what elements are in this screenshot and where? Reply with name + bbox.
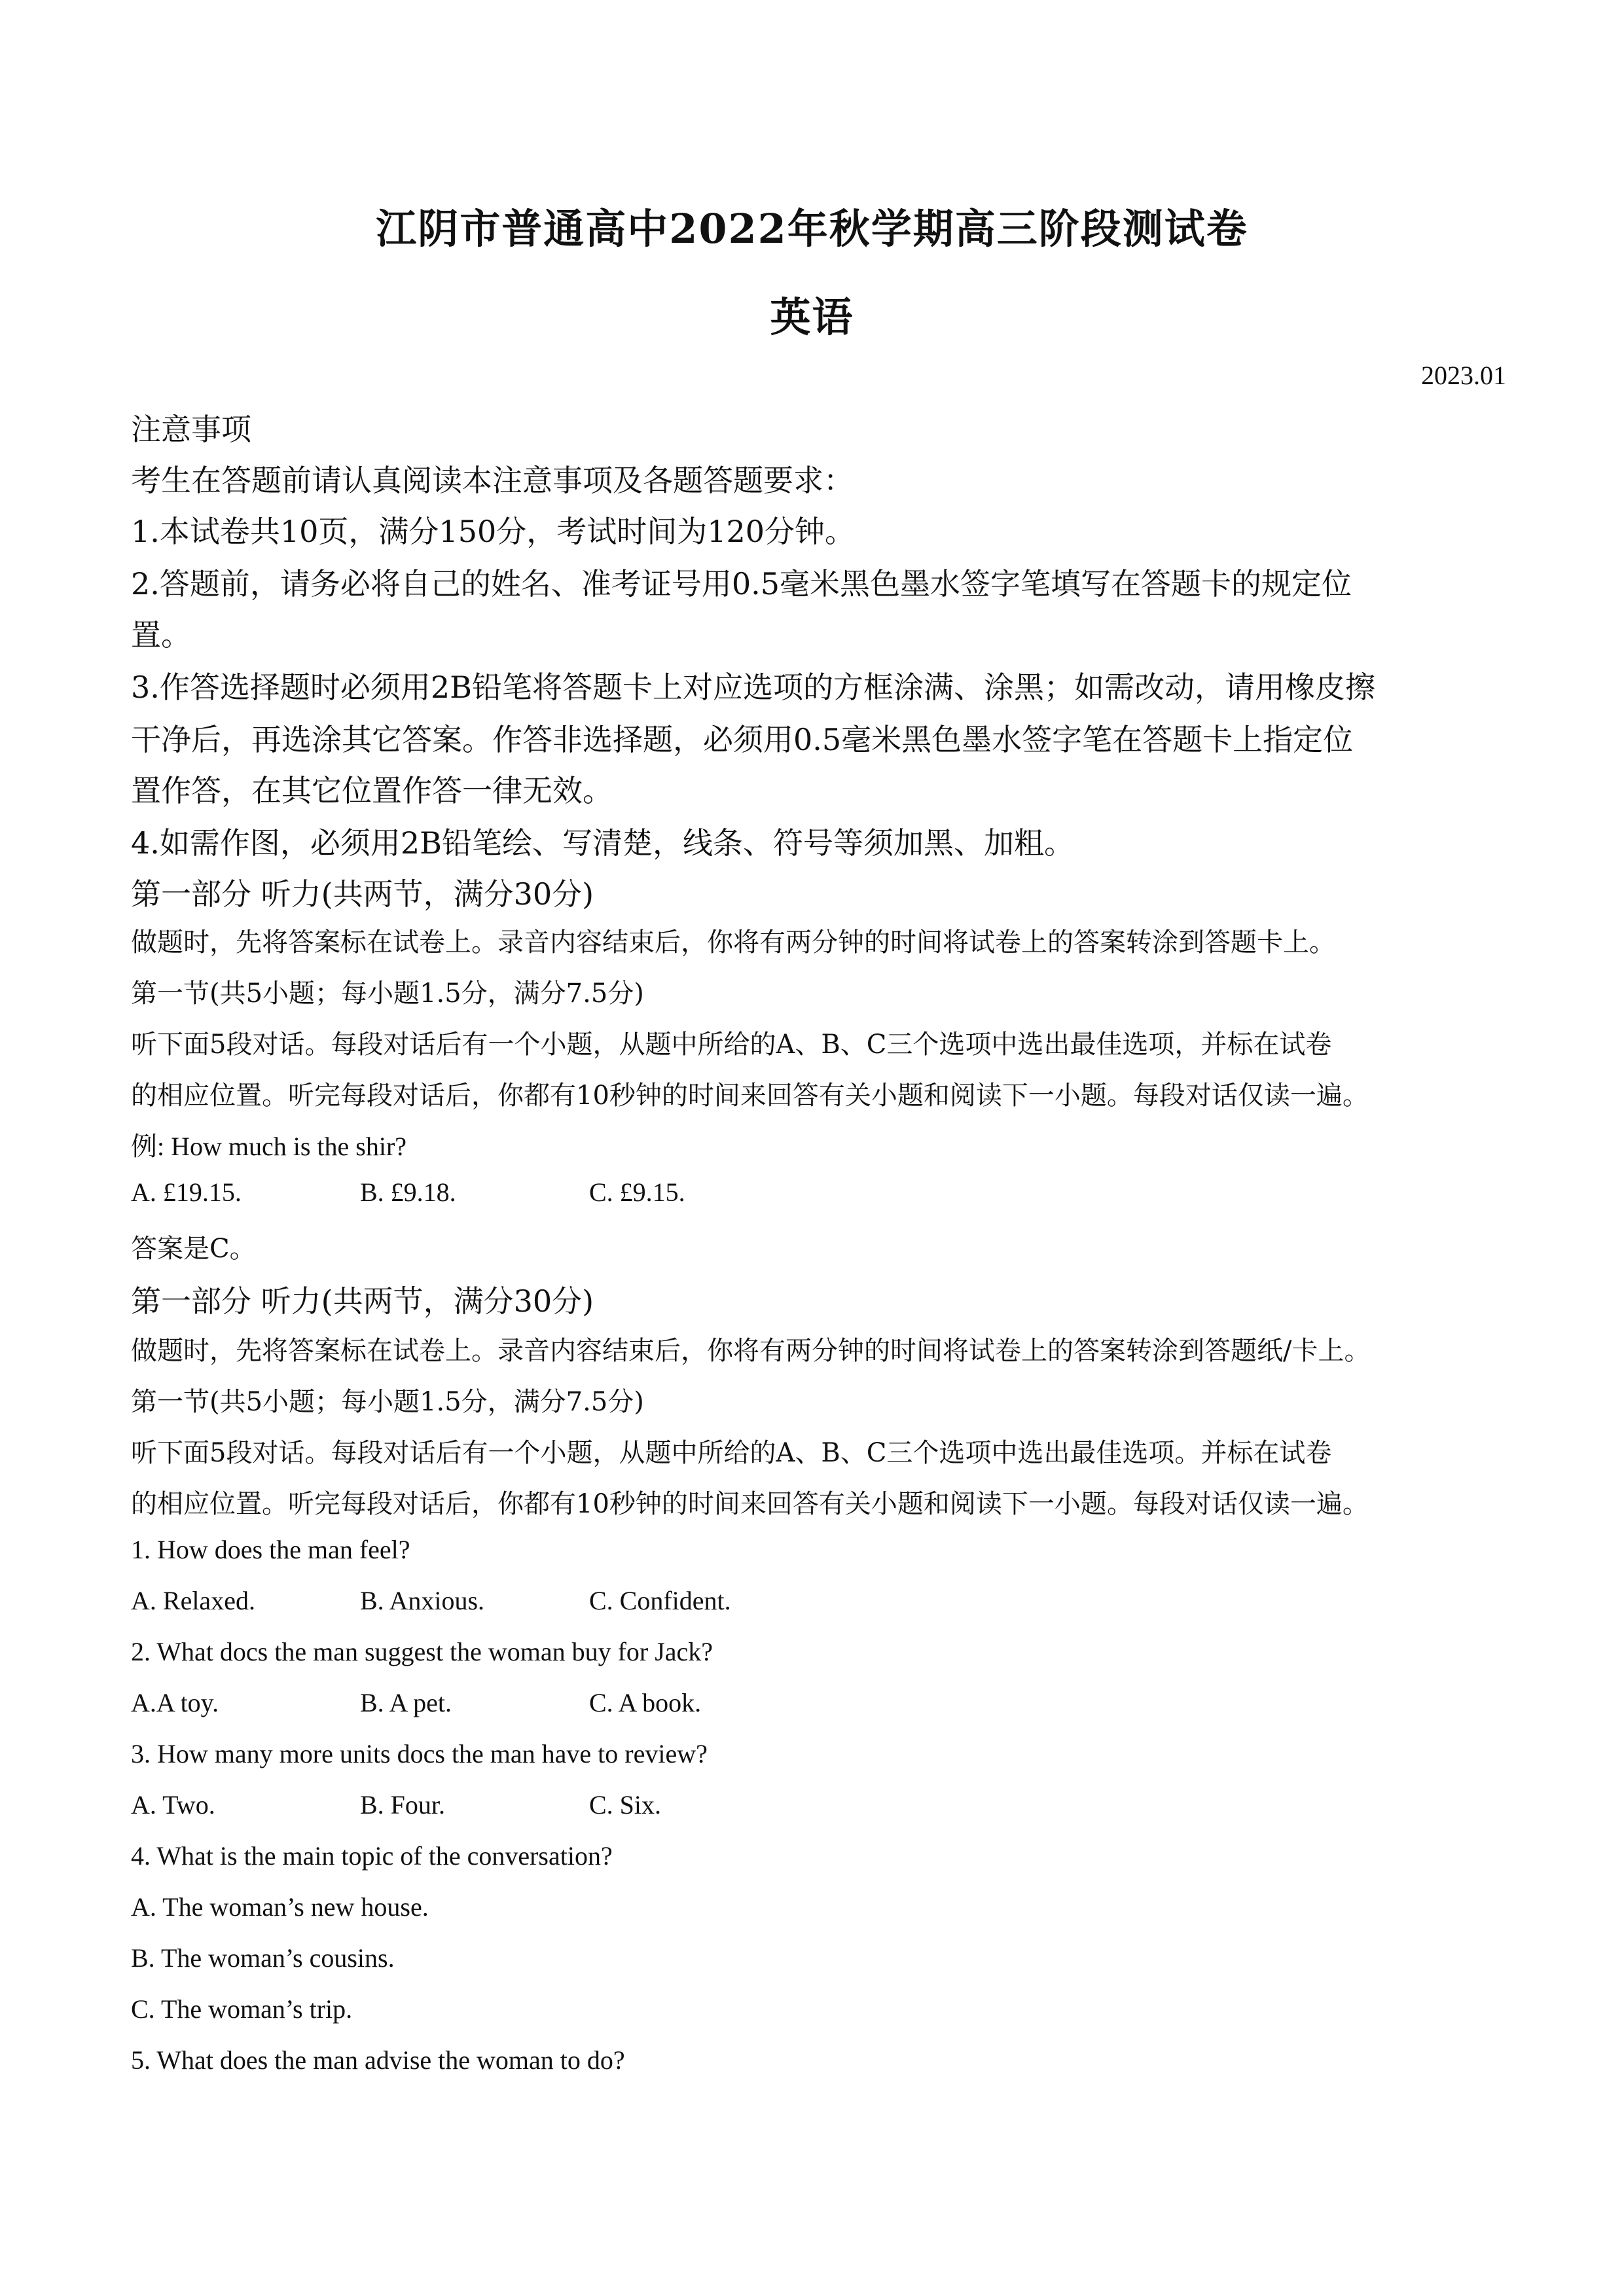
notice-item-2-line-2: 置。: [131, 617, 191, 653]
question-4-option-a: A. The woman’s new house.: [131, 1892, 429, 1922]
question-1-option-b: B. Anxious.: [360, 1586, 485, 1615]
example-option-a: A. £19.15.: [131, 1177, 242, 1207]
notice-item-3-line-1: 3.作答选择题时必须用2B铅笔将答题卡上对应选项的方框涂满、涂黑；如需改动，请用橡皮擦: [131, 670, 1375, 705]
question-5: 5. What does the man advise the woman to do?: [131, 2045, 625, 2075]
notice-heading: 注意事项: [131, 412, 251, 447]
part1-section-repeat: 第一节(共5小题；每小题1.5分，满分7.5分): [131, 1387, 644, 1417]
part1-heading: 第一部分 听力(共两节，满分30分): [131, 876, 594, 912]
example-option-c: C. £9.15.: [589, 1177, 685, 1207]
part1-directions-repeat-line-2: 的相应位置。听完每段对话后，你都有10秒钟的时间来回答有关小题和阅读下一小题。每段对话仅读一遍。: [131, 1489, 1369, 1519]
example-question: 例: How much is the shir?: [131, 1132, 407, 1161]
part1-directions-line-2: 的相应位置。听完每段对话后，你都有10秒钟的时间来回答有关小题和阅读下一小题。每段对话仅读一遍。: [131, 1081, 1369, 1111]
subject-title: 英语: [770, 293, 854, 341]
notice-intro: 考生在答题前请认真阅读本注意事项及各题答题要求：: [131, 463, 854, 498]
notice-item-4: 4.如需作图，必须用2B铅笔绘、写清楚，线条、符号等须加黑、加粗。: [131, 825, 1074, 861]
question-3-option-c: C. Six.: [589, 1790, 662, 1820]
notice-item-2-line-1: 2.答题前，请务必将自己的姓名、准考证号用0.5毫米黑色墨水签字笔填写在答题卡的规定位: [131, 566, 1352, 601]
exam-title: 江阴市普通高中2022年秋学期高三阶段测试卷: [376, 205, 1248, 253]
example-option-b: B. £9.18.: [360, 1177, 456, 1207]
notice-item-3-line-3: 置作答，在其它位置作答一律无效。: [131, 773, 613, 808]
part1-section: 第一节(共5小题；每小题1.5分，满分7.5分): [131, 978, 644, 1009]
exam-date: 2023.01: [1421, 361, 1506, 390]
question-4: 4. What is the main topic of the conversation?: [131, 1841, 613, 1871]
question-4-option-c: C. The woman’s trip.: [131, 1994, 353, 2024]
question-3: 3. How many more units docs the man have to review?: [131, 1739, 708, 1768]
question-1-option-c: C. Confident.: [589, 1586, 731, 1615]
question-3-option-a: A. Two.: [131, 1790, 215, 1820]
question-2-option-b: B. A pet.: [360, 1688, 452, 1717]
question-2-option-c: C. A book.: [589, 1688, 702, 1717]
part1-directions-line-1: 听下面5段对话。每段对话后有一个小题，从题中所给的A、B、C三个选项中选出最佳选项，并标在试卷: [131, 1030, 1332, 1060]
part1-directions-repeat-line-1: 听下面5段对话。每段对话后有一个小题，从题中所给的A、B、C三个选项中选出最佳选项。并标在试卷: [131, 1438, 1332, 1468]
question-4-option-b: B. The woman’s cousins.: [131, 1943, 395, 1973]
part1-instruction: 做题时，先将答案标在试卷上。录音内容结束后，你将有两分钟的时间将试卷上的答案转涂到答题卡上。: [131, 927, 1335, 958]
part1-instruction-repeat: 做题时，先将答案标在试卷上。录音内容结束后，你将有两分钟的时间将试卷上的答案转涂到答题纸/卡上。: [131, 1336, 1371, 1366]
question-2: 2. What docs the man suggest the woman buy for Jack?: [131, 1637, 713, 1666]
example-answer: 答案是C。: [131, 1234, 256, 1264]
notice-item-3-line-2: 干净后，再选涂其它答案。作答非选择题，必须用0.5毫米黑色墨水签字笔在答题卡上指定位: [131, 722, 1354, 757]
question-3-option-b: B. Four.: [360, 1790, 446, 1820]
notice-item-1: 1.本试卷共10页，满分150分，考试时间为120分钟。: [131, 514, 856, 549]
question-1-option-a: A. Relaxed.: [131, 1586, 255, 1615]
question-1: 1. How does the man feel?: [131, 1535, 410, 1564]
question-2-option-a: A.A toy.: [131, 1688, 219, 1717]
part1-heading-repeat: 第一部分 听力(共两节，满分30分): [131, 1283, 594, 1319]
